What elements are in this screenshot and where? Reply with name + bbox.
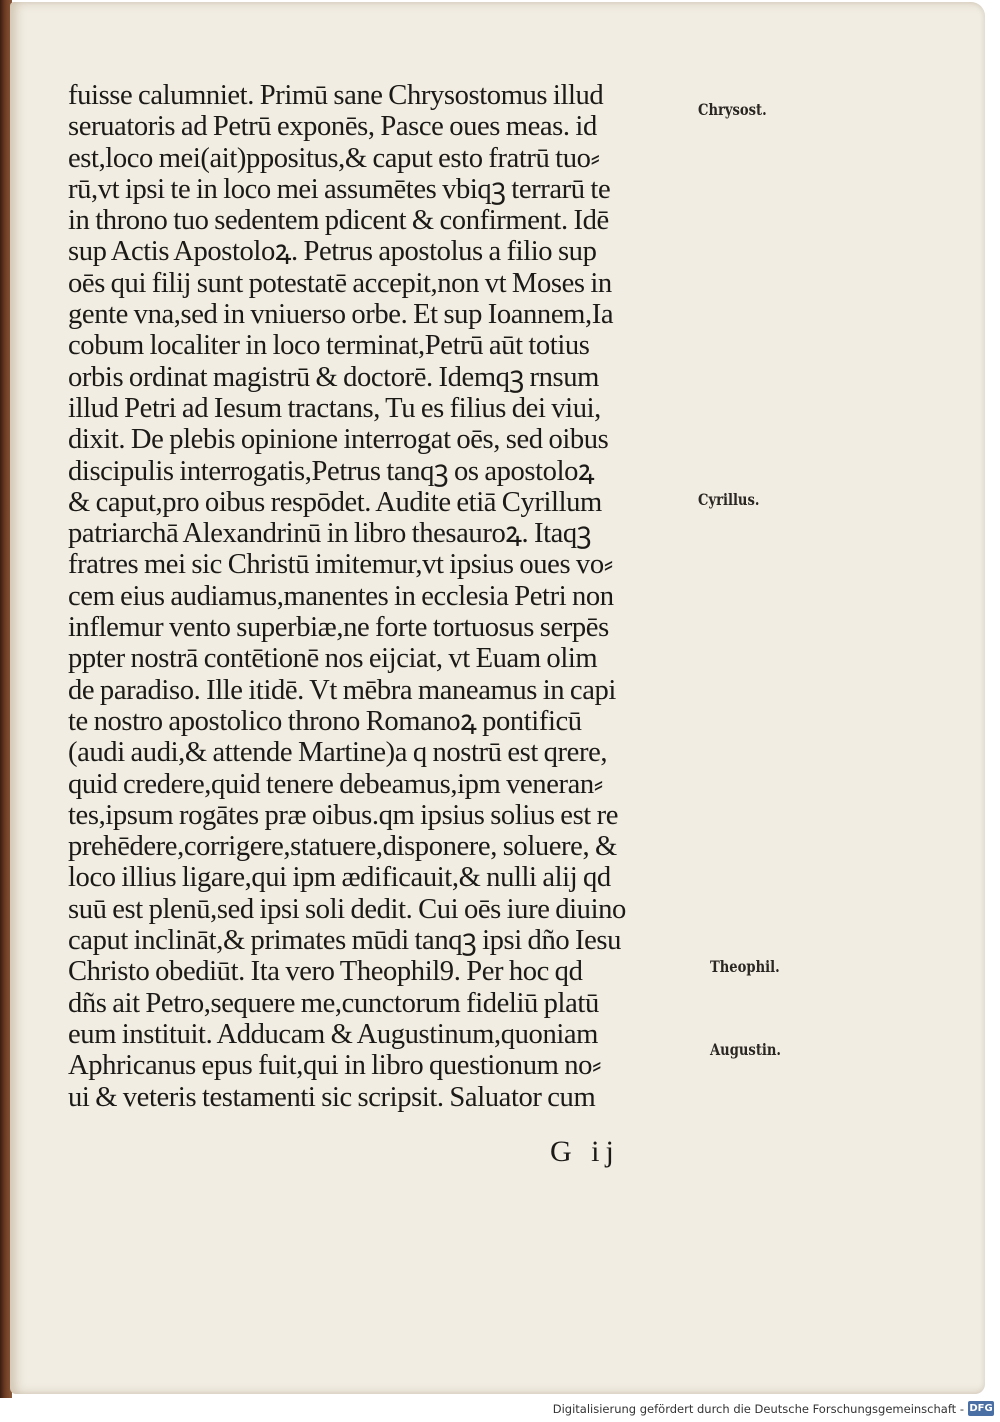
text-line: tes,ipsum rogātes præ oibus.qm ipsius solius est re: [68, 799, 619, 831]
text-line: caput inclināt,& primates mūdi tanqꝫ ipsi dño Iesu: [68, 925, 622, 957]
text-line: rū,vt ipsi te in loco mei assumētes vbiqꝫ terrarū te: [68, 173, 611, 205]
text-line: suū est plenū,sed ipsi soli dedit. Cui oēs iure diuino: [68, 893, 626, 925]
text-line: illud Petri ad Iesum tractans, Tu es filius dei viui,: [68, 392, 601, 424]
dfg-logo: DFG: [969, 1403, 993, 1414]
text-line: quid credere,quid tenere debeamus,ipm veneran⸗: [68, 768, 603, 800]
text-line: oēs qui filij sunt potestatē accepit,non vt Moses in: [68, 267, 612, 299]
text-line: fuisse calumniet. Primū sane Chrysostomus illud: [68, 80, 604, 111]
text-line: de paradiso. Ille itidē. Vt mēbra maneamus in capi: [68, 674, 616, 706]
text-line: dñs ait Petro,sequere me,cunctorum fideliū platū: [68, 987, 599, 1019]
signature-mark: G ij: [550, 1135, 620, 1168]
margin-note-cyrillus: Cyrillus.: [698, 490, 760, 509]
text-line: gente vna,sed in vniuerso orbe. Et sup Ioannem,Ia: [68, 299, 614, 331]
text-line: sup Actis Apostoloꝝ. Petrus apostolus a filio sup: [68, 236, 597, 268]
margin-note-augustin: Augustin.: [710, 1040, 781, 1059]
text-line: Aphricanus epus fuit,qui in libro questionum no⸗: [68, 1050, 602, 1082]
text-line: patriarchā Alexandrinū in libro thesauroꝝ. Itaqꝫ: [68, 518, 592, 550]
footer-credit: Digitalisierung gefördert durch die Deutsche Forschungsgemeinschaft -: [552, 1402, 964, 1416]
text-line: fratres mei sic Christū imitemur,vt ipsius oues vo⸗: [68, 549, 613, 581]
text-line: (audi audi,& attende Martine)a q nostrū est qrere,: [68, 737, 608, 769]
text-line: cem eius audiamus,manentes in ecclesia Petri non: [68, 580, 614, 612]
text-line: eum instituit. Adducam & Augustinum,quoniam: [68, 1018, 599, 1050]
text-line: & caput,pro oibus respōdet. Audite etiā Cyrillum: [68, 486, 602, 518]
text-line: ppter nostrā contētionē nos eijciat, vt Euam olim: [68, 643, 598, 675]
main-text-block: [68, 80, 708, 1113]
margin-note-theophil: Theophil.: [710, 957, 780, 976]
text-line: seruatoris ad Petrū exponēs, Pasce oues meas. id: [68, 111, 597, 143]
text-line: prehēdere,corrigere,statuere,disponere, soluere, &: [68, 831, 617, 863]
text-line: te nostro apostolico throno Romanoꝝ pontificū: [68, 705, 582, 737]
text-line: orbis ordinat magistrū & doctorē. Idemqꝫ rnsum: [68, 361, 600, 393]
text-line: dixit. De plebis opinione interrogat oēs, sed oibus: [68, 424, 609, 456]
text-line: in throno tuo sedentem pdicent & confirment. Idē: [68, 205, 609, 237]
book-page: [10, 2, 985, 1394]
text-line: discipulis interrogatis,Petrus tanqꝫ os apostoloꝝ: [68, 455, 595, 487]
text-line: inflemur vento superbiæ,ne forte tortuosus serpēs: [68, 612, 609, 644]
margin-note-chrysost: Chrysost.: [698, 100, 767, 119]
text-line: ui & veteris testamenti sic scripsit. Saluator cum: [68, 1081, 596, 1113]
text-line: Christo obediūt. Ita vero Theophil9. Per hoc qd: [68, 956, 583, 988]
text-line: cobum localiter in loco terminat,Petrū aūt totius: [68, 330, 590, 362]
text-line: loco illius ligare,qui ipm ædificauit,& nulli alij qd: [68, 862, 611, 894]
text-line: est,loco mei(ait)ppositus,& caput esto fratrū tuo⸗: [68, 142, 600, 174]
